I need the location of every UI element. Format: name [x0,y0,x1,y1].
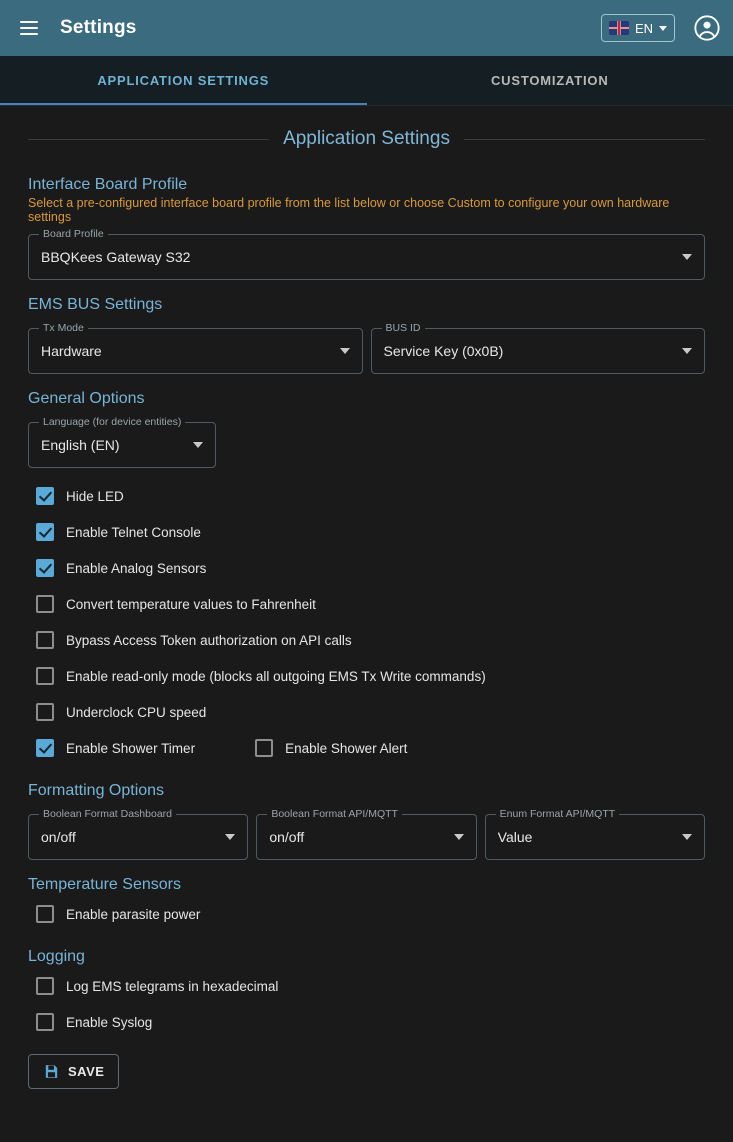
chevron-down-icon [682,348,692,354]
boolean-format-dashboard-value: on/off [41,829,76,845]
checkbox-convert-temperature-fahrenheit[interactable] [36,595,54,613]
enum-format-api-mqtt-legend: Enum Format API/MQTT [496,808,620,820]
chevron-down-icon [454,834,464,840]
section-heading-formatting-options: Formatting Options [28,782,165,799]
checkbox-label-enable-telnet-console: Enable Telnet Console [66,524,201,540]
bus-id-value: Service Key (0x0B) [383,343,504,359]
tab-application-settings-label: APPLICATION SETTINGS [97,73,270,88]
checkbox-row-enable-analog-sensors[interactable] [28,550,705,586]
checkbox-row-hide-led[interactable] [28,478,705,514]
board-profile-value: BBQKees Gateway S32 [41,249,191,265]
interface-board-profile-description: Select a pre-configured interface board profile from the list below or choose Custom to configure your own hardware settings [28,196,670,224]
checkbox-row-enable-syslog[interactable] [28,1004,705,1040]
board-profile-legend: Board Profile [39,228,108,240]
bus-id-select[interactable] [371,322,706,374]
checkbox-enable-syslog[interactable] [36,1013,54,1031]
checkbox-row-shower [28,730,705,766]
page-heading-label: Application Settings [283,128,450,149]
save-button[interactable] [28,1054,119,1089]
tab-customization-label: CUSTOMIZATION [490,73,609,88]
checkbox-label-log-ems-telegrams: Log EMS telegrams in hexadecimal [66,978,279,994]
boolean-format-dashboard-legend: Boolean Format Dashboard [39,808,176,820]
chevron-down-icon [193,442,203,448]
section-heading-temperature-sensors: Temperature Sensors [28,876,181,893]
checkbox-label-enable-parasite-power: Enable parasite power [66,906,201,922]
tx-mode-select[interactable] [28,322,363,374]
page-title: Settings [60,17,137,38]
checkbox-enable-parasite-power[interactable] [36,905,54,923]
chevron-down-icon [682,254,692,260]
checkbox-label-convert-temperature-fahrenheit: Convert temperature values to Fahrenheit [66,596,316,612]
checkbox-label-bypass-access-token: Bypass Access Token authorization on API calls [66,632,352,648]
checkbox-bypass-access-token[interactable] [36,631,54,649]
tab-bar [0,56,733,106]
enum-format-api-mqtt-value: Value [497,829,533,845]
boolean-format-api-mqtt-select[interactable] [256,808,476,860]
checkbox-row-log-ems-telegrams[interactable] [28,968,705,1004]
checkbox-enable-analog-sensors[interactable] [36,559,54,577]
save-button-label: SAVE [68,1064,105,1079]
formatting-fields-row [28,808,705,860]
boolean-format-api-mqtt-value: on/off [269,829,305,845]
board-profile-select[interactable] [28,228,705,280]
checkbox-label-enable-analog-sensors: Enable Analog Sensors [66,560,207,576]
checkbox-enable-telnet-console[interactable] [36,523,54,541]
section-heading-logging: Logging [28,948,85,965]
uk-flag-icon [609,21,629,35]
checkbox-label-enable-syslog: Enable Syslog [66,1014,153,1030]
settings-content [0,106,733,1142]
checkbox-label-underclock-cpu: Underclock CPU speed [66,704,207,720]
language-code: EN [634,20,653,36]
checkbox-row-underclock-cpu[interactable] [28,694,705,730]
boolean-format-dashboard-select[interactable] [28,808,248,860]
tab-customization[interactable] [367,56,733,105]
checkbox-group-shower-alert[interactable] [255,739,407,757]
checkbox-read-only-mode[interactable] [36,667,54,685]
section-logging [12,948,721,1040]
floppy-disk-icon [43,1063,60,1080]
checkbox-label-read-only-mode: Enable read-only mode (blocks all outgoing EMS Tx Write commands) [66,668,486,684]
ems-bus-fields-row [28,322,705,374]
checkbox-group-shower-timer[interactable] [36,739,195,757]
checkbox-label-enable-shower-timer: Enable Shower Timer [66,740,196,756]
account-circle-icon[interactable] [693,14,721,42]
app-bar [0,0,733,56]
general-options-checkbox-list [28,478,705,766]
section-ems-bus-settings [12,296,721,374]
checkbox-row-enable-telnet-console[interactable] [28,514,705,550]
section-heading-ems-bus-settings: EMS BUS Settings [28,296,163,313]
checkbox-hide-led[interactable] [36,487,54,505]
tx-mode-value: Hardware [41,343,102,359]
divider-right [464,139,705,140]
chevron-down-icon [682,834,692,840]
section-temperature-sensors [12,876,721,932]
chevron-down-icon [225,834,235,840]
language-value: English (EN) [41,437,120,453]
language-selector[interactable] [601,14,675,42]
chevron-down-icon [659,26,667,31]
checkbox-enable-shower-alert[interactable] [255,739,273,757]
checkbox-label-enable-shower-alert: Enable Shower Alert [285,740,408,756]
language-legend: Language (for device entities) [39,416,185,428]
section-formatting-options [12,782,721,860]
checkbox-row-bypass-access-token[interactable] [28,622,705,658]
checkbox-label-hide-led: Hide LED [66,488,124,504]
boolean-format-api-mqtt-legend: Boolean Format API/MQTT [267,808,402,820]
chevron-down-icon [340,348,350,354]
tab-application-settings[interactable] [0,56,367,105]
checkbox-row-convert-temperature-fahrenheit[interactable] [28,586,705,622]
section-interface-board-profile [12,176,721,280]
bus-id-legend: BUS ID [382,322,425,334]
checkbox-row-enable-parasite-power[interactable] [28,896,705,932]
divider-left [28,139,269,140]
checkbox-row-read-only-mode[interactable] [28,658,705,694]
tx-mode-legend: Tx Mode [39,322,88,334]
checkbox-enable-shower-timer[interactable] [36,739,54,757]
section-general-options [12,390,721,766]
page-heading [12,106,721,160]
checkbox-underclock-cpu[interactable] [36,703,54,721]
section-heading-interface-board-profile: Interface Board Profile [28,176,188,193]
enum-format-api-mqtt-select[interactable] [485,808,705,860]
checkbox-log-ems-telegrams[interactable] [36,977,54,995]
hamburger-menu-icon[interactable] [12,11,46,45]
language-select[interactable] [28,416,216,468]
section-heading-general-options: General Options [28,390,145,407]
